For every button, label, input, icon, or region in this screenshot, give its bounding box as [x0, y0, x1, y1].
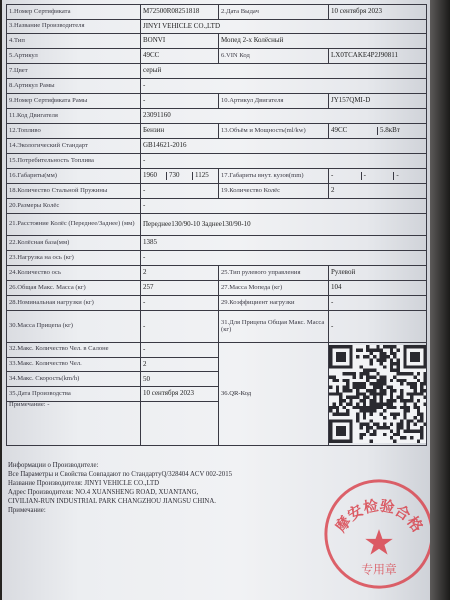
- volume-value: 49CC: [329, 127, 378, 134]
- stamp-bottom-text: 专用章: [361, 562, 397, 577]
- row-32: [7, 343, 427, 358]
- vin-label: 6.VIN Код: [219, 49, 329, 64]
- model-label: 5.Артикул: [7, 49, 141, 64]
- wheel-count-value: 2: [329, 184, 427, 199]
- info-line-notes: Примечание:: [8, 507, 46, 515]
- eco-standard-value: GB14621-2016: [141, 139, 427, 154]
- trailer-mass-label: 30.Масса Прицепа (кг): [7, 311, 141, 343]
- color-value: серый: [141, 64, 427, 79]
- max-persons-label: 33.Макс. Количество Чел.: [7, 357, 141, 372]
- notes-empty-cell: [141, 401, 219, 445]
- wheelbase-value: 1385: [141, 236, 427, 251]
- type-value: BONVI: [141, 34, 219, 49]
- frame-certificate-value: -: [141, 94, 219, 109]
- issue-date-label: 2.Дата Выдач: [219, 5, 329, 20]
- production-date-value: 10 сентября 2023: [141, 387, 219, 402]
- row-3: [7, 20, 427, 34]
- row-1: [7, 5, 427, 20]
- power-value: 5.8кВт: [380, 126, 400, 135]
- engine-model-value: JY157QMI-D: [329, 94, 427, 109]
- max-persons-value: 2: [141, 357, 219, 372]
- inner-dimensions-value: [329, 169, 427, 184]
- type-label: 4.Тип: [7, 34, 141, 49]
- trailer-total-mass-value: -: [329, 311, 427, 343]
- certificate-sheet: [2, 0, 430, 600]
- spring-count-label: 18.Количество Стальной Пружины: [7, 184, 141, 199]
- row-8: [7, 79, 427, 94]
- row-24: [7, 266, 427, 281]
- row-4: [7, 34, 427, 49]
- info-line-standard: Все Параметры и Свойства Совпадают по СтандартуQ/328404 ACV 002-2015: [8, 471, 232, 479]
- type-description: Мопед 2-х Колёсный: [219, 34, 427, 49]
- row-7: [7, 64, 427, 79]
- max-cabin-persons-value: -: [141, 343, 219, 358]
- manufacturer-label: 3.Название Производителя: [7, 20, 141, 34]
- qr-code-label: 36.QR-Код: [221, 389, 252, 397]
- nominal-load-label: 28.Номинальная нагрузки (кг): [7, 296, 141, 311]
- wheel-count-label: 19.Количество Колёс: [219, 184, 329, 199]
- steering-type-value: Рулевой: [329, 266, 427, 281]
- qr-label-cell: [219, 343, 329, 446]
- wheel-size-label: 20.Размеры Колёс: [7, 199, 141, 214]
- max-speed-value: 50: [141, 372, 219, 387]
- row-11: [7, 109, 427, 124]
- info-title: Информации о Производителе:: [8, 462, 99, 469]
- inner-height-value: -: [396, 171, 399, 180]
- volume-power-label: 13.Объём и Мощность(ml/kw): [219, 124, 329, 139]
- wheel-track-value: Переднее130/90-10 Заднее130/90-10: [141, 214, 427, 236]
- row-21: [7, 214, 427, 236]
- moped-mass-label: 27.Масса Мопеда (кг): [219, 281, 329, 296]
- max-cabin-persons-label: 32.Макс. Количество Чел. в Салоне: [7, 343, 141, 358]
- certificate-form-table: [6, 4, 427, 446]
- frame-certificate-label: 9.Номер Сертификата Рамы: [7, 94, 141, 109]
- total-mass-value: 257: [141, 281, 219, 296]
- notes-label-text: Примечание:: [9, 401, 46, 408]
- wheelbase-label: 22.Колёсная база(мм): [7, 236, 141, 251]
- color-label: 7.Цвет: [7, 64, 141, 79]
- row-16: [7, 169, 427, 184]
- notes-value: -: [47, 401, 50, 408]
- engine-code-label: 11.Код Двигателя: [7, 109, 141, 124]
- total-mass-label: 26.Общая Макс. Масса (кг): [7, 281, 141, 296]
- row-12: [7, 124, 427, 139]
- background-edge: [430, 0, 450, 600]
- nominal-load-value: -: [141, 296, 219, 311]
- axle-load-label: 23.Нагрузка на ось (кг): [7, 251, 141, 266]
- trailer-mass-value: -: [141, 311, 219, 343]
- red-seal-stamp-icon: [320, 475, 438, 593]
- wheel-size-value: -: [141, 199, 427, 214]
- fuel-consumption-value: -: [141, 154, 427, 169]
- fuel-label: 12.Топливо: [7, 124, 141, 139]
- spring-count-value: -: [141, 184, 219, 199]
- row-26: [7, 281, 427, 296]
- row-9: [7, 94, 427, 109]
- inner-length-value: -: [329, 172, 362, 179]
- load-factor-value: -: [329, 296, 427, 311]
- trailer-total-mass-label: 31.Для Прицепа Общая Макс. Масса (кг): [219, 311, 329, 343]
- row-30: [7, 311, 427, 343]
- dimensions-label: 16.Габариты(мм): [7, 169, 141, 184]
- axle-count-label: 24.Количество ось: [7, 266, 141, 281]
- manufacturer-value: JINYI VEHICLE CO.,LTD: [141, 20, 427, 34]
- engine-model-label: 10.Артикул Двигателя: [219, 94, 329, 109]
- production-date-label: 35.Дата Производства: [7, 387, 141, 402]
- engine-code-value: 23091160: [141, 109, 427, 124]
- axle-count-value: 2: [141, 266, 219, 281]
- height-value: 1125: [195, 171, 209, 180]
- qr-code-cell: [329, 343, 427, 446]
- row-15: [7, 154, 427, 169]
- notes-label: [7, 401, 141, 445]
- fuel-consumption-label: 15.Потребительность Топлива: [7, 154, 141, 169]
- frame-model-value: -: [141, 79, 427, 94]
- issue-date-value: 10 сентября 2023: [329, 5, 427, 20]
- axle-load-value: -: [141, 251, 427, 266]
- row-14: [7, 139, 427, 154]
- row-20: [7, 199, 427, 214]
- row-23: [7, 251, 427, 266]
- stamp-arc-text: 摩安检验合格: [332, 497, 426, 536]
- model-value: 49CC: [141, 49, 219, 64]
- width-value: 730: [167, 172, 193, 179]
- length-value: 1960: [141, 172, 167, 179]
- row-18: [7, 184, 427, 199]
- info-line-address-2: CIVILIAN-RUN INDUSTRIAL PARK CHANGZHOU JIANGSU CHINA.: [8, 498, 216, 506]
- row-28: [7, 296, 427, 311]
- certificate-number-value: M72500R08251818: [141, 5, 219, 20]
- volume-power-value: [329, 124, 427, 139]
- vin-value: LX0TCAKE4P2J90811: [329, 49, 427, 64]
- info-line-address-1: Адрес Производителя: NO.4 XUANSHENG ROAD, XUANTANG,: [8, 489, 199, 497]
- inner-dimensions-label: 17.Габариты внут. кузов(mm): [219, 169, 329, 184]
- steering-type-label: 25.Тип рулевого управления: [219, 266, 329, 281]
- frame-model-label: 8.Артикул Рамы: [7, 79, 141, 94]
- qr-code-icon: [329, 345, 427, 443]
- row-22: [7, 236, 427, 251]
- info-line-manufacturer: Название Производителя: JINYI VEHICLE CO.,LTD: [8, 480, 160, 488]
- certificate-number-label: 1.Номер Сертификата: [7, 5, 141, 20]
- inner-width-value: -: [362, 172, 395, 179]
- eco-standard-label: 14.Экологический Стандарт: [7, 139, 141, 154]
- wheel-track-label: 21.Расстояние Колёс (Переднее/Заднее) (мм): [7, 214, 141, 236]
- load-factor-label: 29.Коэффициент нагрузки: [219, 296, 329, 311]
- fuel-value: Бензин: [141, 124, 219, 139]
- moped-mass-value: 104: [329, 281, 427, 296]
- max-speed-label: 34.Макс. Скорость(km/h): [7, 372, 141, 387]
- dimensions-value: [141, 169, 219, 184]
- row-5: [7, 49, 427, 64]
